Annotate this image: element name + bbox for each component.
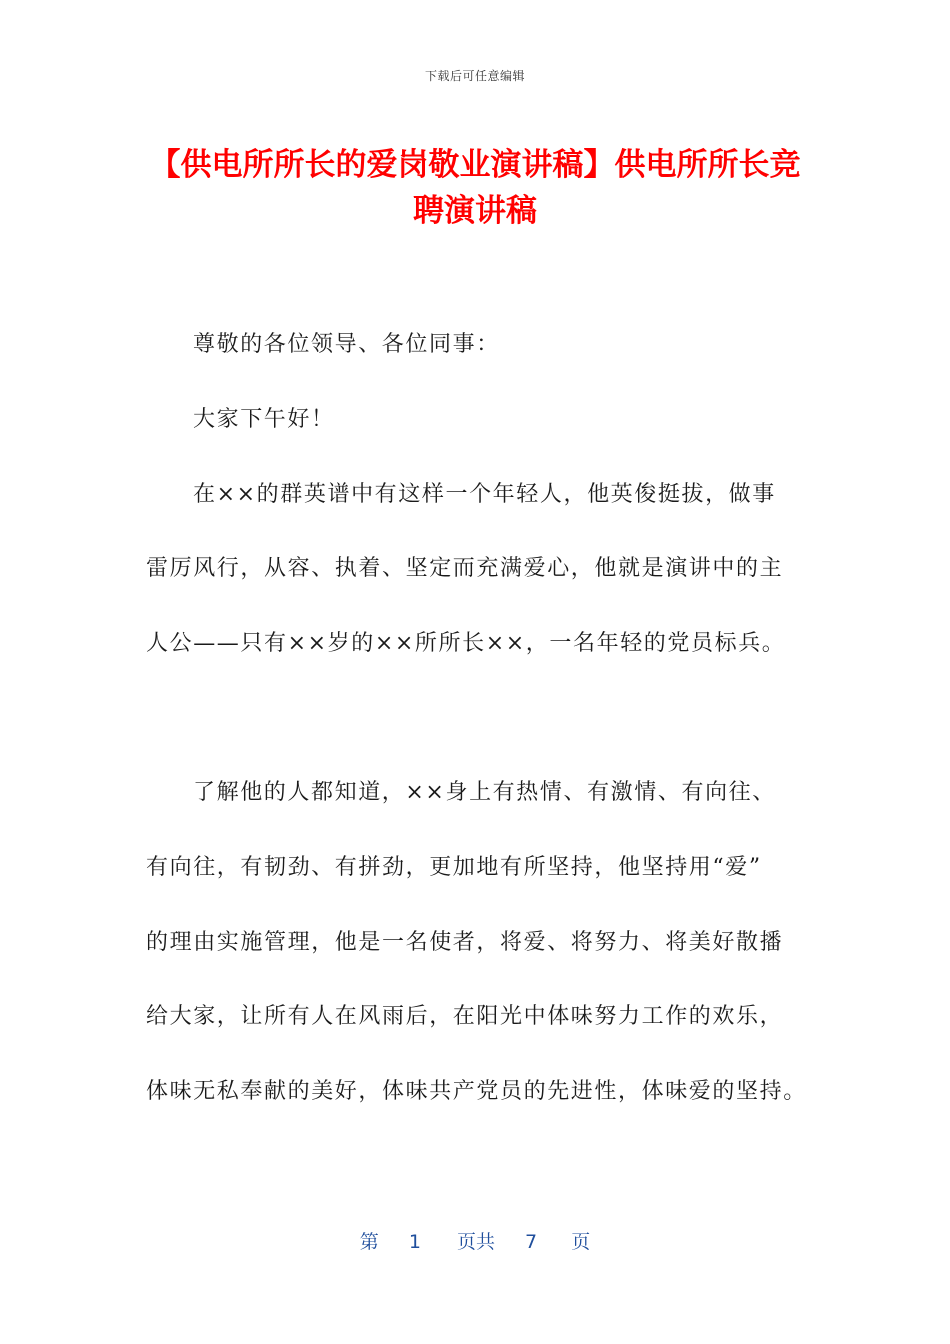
document-title: 【供电所所长的爱岗敬业演讲稿】供电所所长竞聘演讲稿 <box>149 147 801 229</box>
header-note: 下载后可任意编辑 <box>424 69 525 83</box>
footer-current-page: 1 <box>408 1231 421 1253</box>
paragraph-1-line-3: 人公——只有××岁的××所所长××，一名年轻的党员标兵。 <box>146 631 786 656</box>
footer-total-pages: 7 <box>525 1231 538 1253</box>
footer-label-end: 页 <box>571 1231 591 1253</box>
greeting-line: 尊敬的各位领导、各位同事： <box>193 332 500 357</box>
paragraph-2-line-3: 的理由实施管理，他是一名使者，将爱、将努力、将美好散播 <box>146 930 784 955</box>
paragraph-2-line-5: 体味无私奉献的美好，体味共产党员的先进性，体味爱的坚持。 <box>146 1079 807 1104</box>
paragraph-1-line-2: 雷厉风行，从容、执着、坚定而充满爱心，他就是演讲中的主 <box>146 556 784 581</box>
salutation-line: 大家下午好！ <box>193 407 335 432</box>
paragraph-2-line-1: 了解他的人都知道，××身上有热情、有激情、有向往、 <box>193 780 776 805</box>
footer-label-page: 第 <box>359 1231 379 1253</box>
paragraph-2-line-2: 有向往，有韧劲、有拼劲，更加地有所坚持，他坚持用“爱” <box>146 855 762 880</box>
page-footer <box>0 1227 950 1254</box>
paragraph-2-line-4: 给大家，让所有人在风雨后，在阳光中体味努力工作的欢乐， <box>146 1004 784 1029</box>
footer-label-of: 页共 <box>456 1231 495 1253</box>
paragraph-1-line-1: 在××的群英谱中有这样一个年轻人，他英俊挺拔，做事 <box>193 482 776 507</box>
